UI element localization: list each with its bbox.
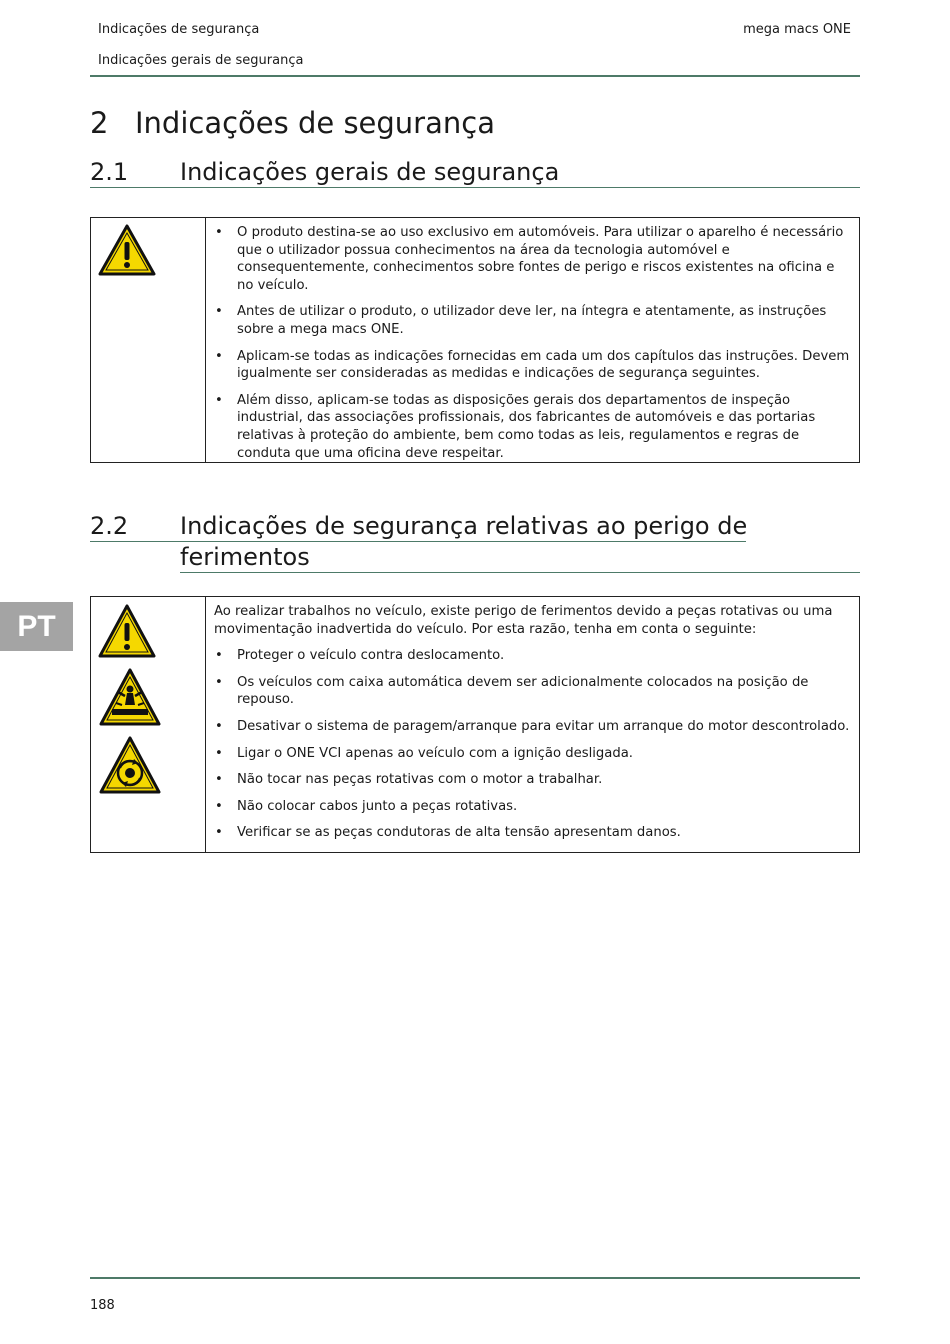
section-2-2-number: 2.2 (90, 512, 129, 540)
page-number: 188 (90, 1298, 115, 1313)
rotating-parts-icon (98, 735, 162, 795)
injury-safety-box (90, 596, 860, 853)
injury-safety-list (214, 647, 851, 842)
crush-hazard-icon (98, 667, 162, 727)
section-2-2-underline-2 (180, 572, 860, 573)
warning-triangle-icon (98, 603, 156, 659)
section-2-1-title: Indicações gerais de segurança (180, 158, 560, 186)
list-item: • Ligar o ONE VCI apenas ao veículo com a ignição desligada. (214, 745, 851, 763)
list-item: • Não tocar nas peças rotativas com o motor a trabalhar. (214, 771, 851, 789)
header-divider (90, 75, 860, 77)
section-2-1-heading (90, 158, 860, 188)
section-2-2-title-line1: Indicações de segurança relativas ao perigo de (180, 512, 748, 540)
list-item: • Os veículos com caixa automática devem ser adicionalmente colocados na posição de repouso. (214, 674, 851, 709)
injury-safety-intro: Ao realizar trabalhos no veículo, existe perigo de ferimentos devido a peças rotativas ou uma movimentação inadvertida do veículo. Por esta razão, tenha em conta o seguinte: (214, 604, 833, 637)
header-section: Indicações gerais de segurança (98, 53, 304, 68)
general-safety-list (214, 224, 851, 462)
list-item: • Aplicam-se todas as indicações fornecidas em cada um dos capítulos das instruções. Devem igualmente ser consideradas as medidas e indicações de segurança seguintes. (214, 348, 851, 383)
general-safety-box (90, 217, 860, 463)
general-safety-icons (91, 218, 206, 462)
chapter-number: 2 (90, 106, 109, 140)
injury-safety-text (206, 597, 859, 852)
list-item: • Antes de utilizar o produto, o utilizador deve ler, na íntegra e atentamente, as instruções sobre a mega macs ONE. (214, 303, 851, 338)
injury-safety-icons (91, 597, 206, 852)
list-item: • Proteger o veículo contra deslocamento. (214, 647, 851, 665)
section-2-1-underline (90, 187, 860, 188)
section-2-1-number: 2.1 (90, 158, 129, 186)
language-tab: PT (0, 602, 73, 651)
chapter-title: Indicações de segurança (135, 106, 495, 140)
general-safety-text (206, 218, 859, 462)
header-product: mega macs ONE (743, 22, 851, 37)
list-item: • Além disso, aplicam-se todas as disposições gerais dos departamentos de inspeção industrial, das associações profissionais, dos fabricantes de automóveis e das portarias relativas à proteção do ambiente, bem como todas as leis, regulamentos e regras de conduta que uma oficina deve respeitar. (214, 392, 851, 462)
section-2-2-underline-1 (90, 541, 746, 542)
footer-divider (90, 1277, 860, 1279)
list-item: • O produto destina-se ao uso exclusivo em automóveis. Para utilizar o aparelho é necessário que o utilizador possua conhecimentos na área da tecnologia automóvel e consequentemente, conhecimentos sobre fontes de perigo e riscos existentes na oficina e no veículo. (214, 224, 851, 294)
header-chapter: Indicações de segurança (98, 22, 260, 37)
list-item: • Não colocar cabos junto a peças rotativas. (214, 798, 851, 816)
warning-triangle-icon (98, 224, 156, 276)
list-item: • Verificar se as peças condutoras de alta tensão apresentam danos. (214, 824, 851, 842)
chapter-heading (90, 106, 495, 140)
section-2-2-title-line2: ferimentos (180, 543, 310, 571)
section-2-2-heading (90, 512, 860, 574)
list-item: • Desativar o sistema de paragem/arranque para evitar um arranque do motor descontrolado. (214, 718, 851, 736)
